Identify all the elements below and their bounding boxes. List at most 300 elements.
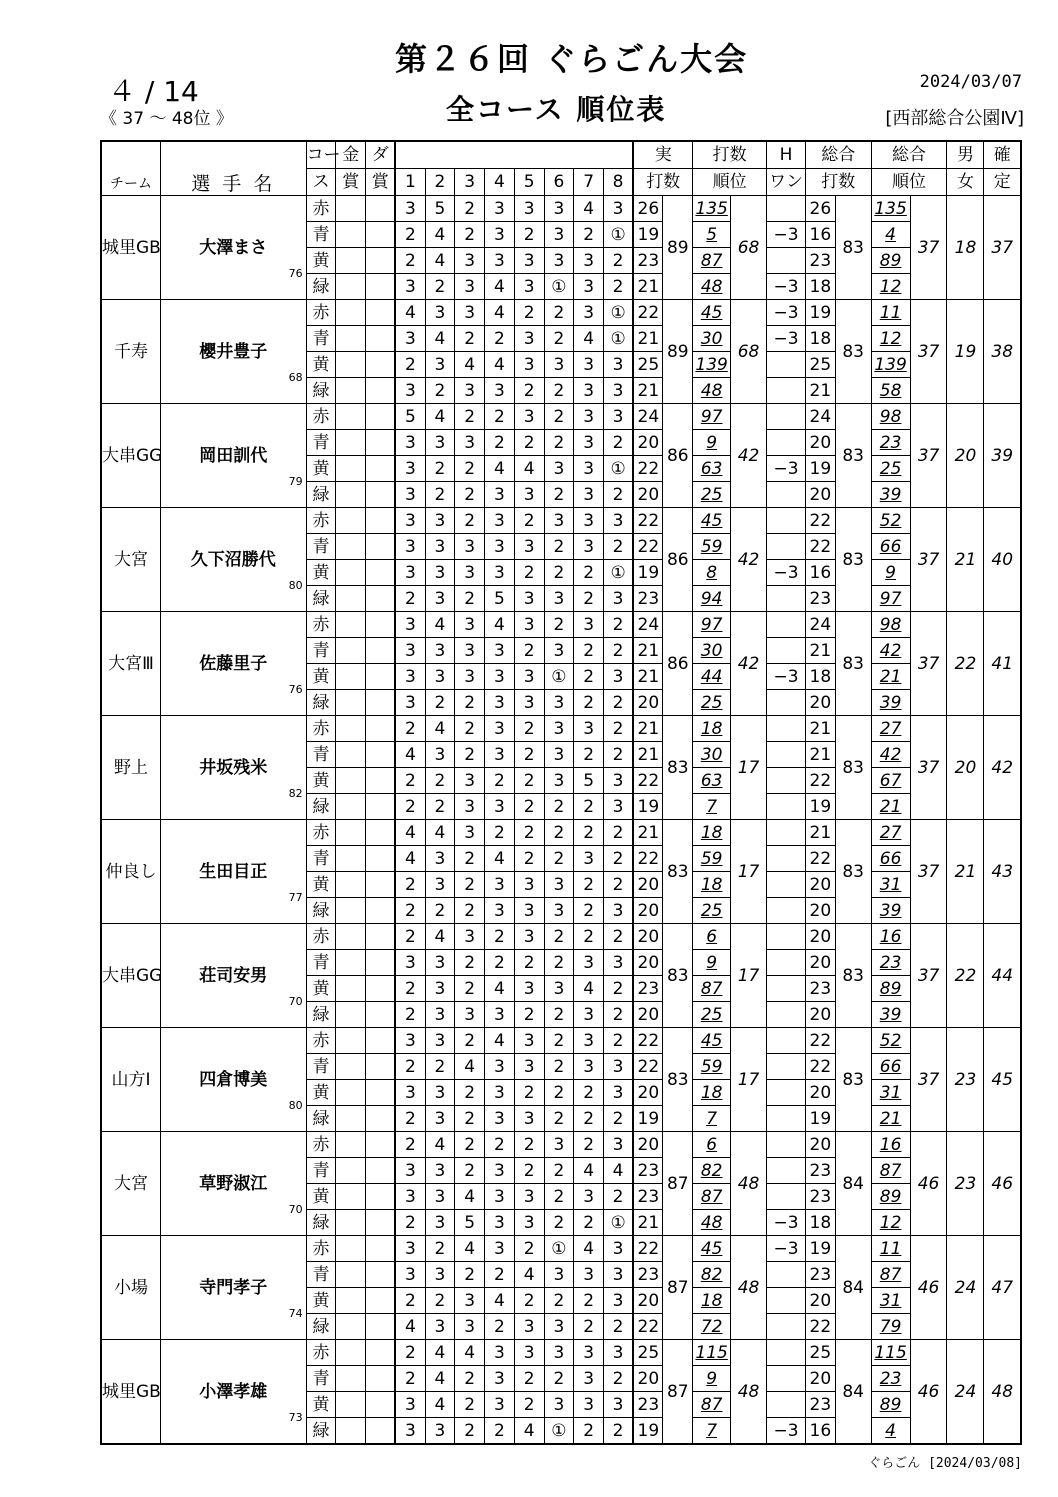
hole-score: 3 <box>425 1210 455 1236</box>
hole-score: 3 <box>425 976 455 1002</box>
hole-score: 3 <box>395 1418 425 1445</box>
course-total: 23 <box>805 248 835 274</box>
course-subtotal: 22 <box>633 456 663 482</box>
hole-score: 2 <box>485 326 515 352</box>
grand-total: 83 <box>835 1028 871 1132</box>
team-name: 小場 <box>101 1236 160 1340</box>
course-subtotal: 22 <box>633 534 663 560</box>
col-total-bot: 打数 <box>805 169 871 196</box>
hole-score: 3 <box>574 1366 604 1392</box>
hole-score: ① <box>603 300 633 326</box>
hole-score: 3 <box>485 1210 515 1236</box>
hole-score: 3 <box>514 1028 544 1054</box>
gender-rank: 21 <box>947 508 984 612</box>
hole-score: 2 <box>544 1184 574 1210</box>
actual-total: 87 <box>663 1132 693 1236</box>
hole-in-one <box>767 352 806 378</box>
hole-score: 3 <box>574 1340 604 1366</box>
stroke-rank-total: 68 <box>731 196 767 300</box>
overall-rank: 46 <box>910 1236 947 1340</box>
hole-score: 3 <box>544 248 574 274</box>
da-cell <box>366 950 396 976</box>
course-cell: 緑 <box>306 690 336 716</box>
course-subtotal: 21 <box>633 716 663 742</box>
team-name: 仲良し <box>101 820 160 924</box>
da-cell <box>366 1080 396 1106</box>
hole-score: 2 <box>455 326 485 352</box>
col-hole-8: 8 <box>603 169 633 196</box>
hole-score: 3 <box>425 1418 455 1445</box>
hole-score: 4 <box>485 976 515 1002</box>
hole-score: 3 <box>574 1054 604 1080</box>
hole-score: 2 <box>603 1366 633 1392</box>
hole-score: 3 <box>574 1028 604 1054</box>
hole-score: 2 <box>485 1262 515 1288</box>
course-cell: 黄 <box>306 1288 336 1314</box>
hole-score: 3 <box>485 534 515 560</box>
hole-score: 2 <box>544 846 574 872</box>
overall-rank: 37 <box>910 612 947 716</box>
hole-score: 3 <box>574 274 604 300</box>
hole-score: 2 <box>395 352 425 378</box>
hole-score: 2 <box>603 274 633 300</box>
hole-score: 3 <box>603 1054 633 1080</box>
total-rank: 89 <box>871 1392 910 1418</box>
hole-score: 2 <box>574 820 604 846</box>
hole-score: 4 <box>425 1340 455 1366</box>
hole-score: 2 <box>603 924 633 950</box>
hole-in-one: −3 <box>767 1236 806 1262</box>
hole-score: 3 <box>395 378 425 404</box>
stroke-rank: 97 <box>693 404 731 430</box>
hole-in-one <box>767 1288 806 1314</box>
hole-score: 2 <box>395 1054 425 1080</box>
stroke-rank: 18 <box>693 1288 731 1314</box>
hole-score: 3 <box>395 638 425 664</box>
course-subtotal: 22 <box>633 1236 663 1262</box>
gold-cell <box>336 924 366 950</box>
table-row <box>101 924 1021 950</box>
stroke-rank: 25 <box>693 898 731 924</box>
hole-score: 3 <box>514 196 544 222</box>
hole-in-one <box>767 716 806 742</box>
hole-score: 2 <box>603 1028 633 1054</box>
stroke-rank: 18 <box>693 716 731 742</box>
final-rank: 48 <box>984 1340 1021 1445</box>
course-cell: 赤 <box>306 612 336 638</box>
hole-score: 2 <box>544 950 574 976</box>
col-hole-3: 3 <box>455 169 485 196</box>
total-rank: 66 <box>871 846 910 872</box>
hole-score: 2 <box>455 196 485 222</box>
hole-in-one <box>767 248 806 274</box>
final-rank: 42 <box>984 716 1021 820</box>
stroke-rank: 59 <box>693 1054 731 1080</box>
hole-score: ① <box>544 274 574 300</box>
gold-cell <box>336 1418 366 1445</box>
gold-cell <box>336 820 366 846</box>
hole-score: 3 <box>514 1340 544 1366</box>
hole-score: 3 <box>455 248 485 274</box>
course-subtotal: 21 <box>633 378 663 404</box>
gender-rank: 20 <box>947 404 984 508</box>
stroke-rank: 18 <box>693 1080 731 1106</box>
stroke-rank: 135 <box>693 196 731 222</box>
course-total: 19 <box>805 300 835 326</box>
total-rank: 52 <box>871 1028 910 1054</box>
hole-score: 4 <box>425 248 455 274</box>
course-cell: 赤 <box>306 404 336 430</box>
da-cell <box>366 716 396 742</box>
hole-score: 3 <box>574 1262 604 1288</box>
hole-score: 2 <box>544 326 574 352</box>
final-rank: 46 <box>984 1132 1021 1236</box>
hole-score: 2 <box>574 638 604 664</box>
hole-score: 4 <box>425 612 455 638</box>
hole-score: 2 <box>544 1106 574 1132</box>
col-h-top: H <box>767 141 806 169</box>
player-name <box>160 508 306 612</box>
table-header <box>101 141 1021 196</box>
da-cell <box>366 196 396 222</box>
hole-in-one <box>767 872 806 898</box>
course-total: 23 <box>805 1158 835 1184</box>
hole-score: 3 <box>485 1340 515 1366</box>
da-cell <box>366 612 396 638</box>
total-rank: 139 <box>871 352 910 378</box>
gold-cell <box>336 404 366 430</box>
hole-score: 2 <box>544 1288 574 1314</box>
grand-total: 84 <box>835 1132 871 1236</box>
course-subtotal: 22 <box>633 846 663 872</box>
course-subtotal: 22 <box>633 1028 663 1054</box>
da-cell <box>366 1366 396 1392</box>
hole-score: 2 <box>514 1392 544 1418</box>
col-holes-top <box>395 141 633 169</box>
hole-score: 3 <box>395 456 425 482</box>
course-total: 22 <box>805 1028 835 1054</box>
stroke-rank: 5 <box>693 222 731 248</box>
actual-total: 87 <box>663 1340 693 1445</box>
hole-score: 2 <box>544 430 574 456</box>
hole-score: 3 <box>425 638 455 664</box>
table-row <box>101 508 1021 534</box>
da-cell <box>366 1418 396 1445</box>
gold-cell <box>336 1314 366 1340</box>
hole-score: 2 <box>544 820 574 846</box>
gold-cell <box>336 1132 366 1158</box>
course-total: 20 <box>805 1002 835 1028</box>
hole-score: 3 <box>485 196 515 222</box>
da-cell <box>366 1106 396 1132</box>
overall-rank: 37 <box>910 300 947 404</box>
total-rank: 11 <box>871 300 910 326</box>
hole-score: 3 <box>603 586 633 612</box>
hole-score: 3 <box>574 456 604 482</box>
hole-score: 2 <box>425 1054 455 1080</box>
team-name: 大串GG <box>101 924 160 1028</box>
col-player: 選 手 名 <box>160 141 306 196</box>
hole-score: 2 <box>395 976 425 1002</box>
stroke-rank-total: 17 <box>731 924 767 1028</box>
hole-score: ① <box>544 1418 574 1445</box>
hole-score: 2 <box>544 1210 574 1236</box>
player-age: 70 <box>288 995 303 1008</box>
hole-score: 2 <box>544 1366 574 1392</box>
total-rank: 89 <box>871 976 910 1002</box>
course-cell: 青 <box>306 1158 336 1184</box>
da-cell <box>366 1236 396 1262</box>
course-cell: 青 <box>306 1262 336 1288</box>
da-cell <box>366 1002 396 1028</box>
stroke-rank: 6 <box>693 1132 731 1158</box>
hole-in-one <box>767 950 806 976</box>
team-name: 山方Ⅰ <box>101 1028 160 1132</box>
hole-score: 2 <box>425 768 455 794</box>
course-cell: 緑 <box>306 898 336 924</box>
hole-score: 4 <box>425 716 455 742</box>
hole-score: 2 <box>514 794 544 820</box>
stroke-rank: 9 <box>693 430 731 456</box>
stroke-rank: 7 <box>693 1106 731 1132</box>
hole-score: 3 <box>544 742 574 768</box>
gold-cell <box>336 508 366 534</box>
hole-score: 2 <box>455 222 485 248</box>
stroke-rank-total: 48 <box>731 1340 767 1445</box>
col-hole-5: 5 <box>514 169 544 196</box>
hole-score: 2 <box>574 1314 604 1340</box>
player-name <box>160 1236 306 1340</box>
hole-score: 2 <box>425 456 455 482</box>
hole-score: 2 <box>425 794 455 820</box>
hole-in-one <box>767 924 806 950</box>
hole-score: 3 <box>485 378 515 404</box>
gold-cell <box>336 1340 366 1366</box>
hole-score: 4 <box>603 1158 633 1184</box>
hole-score: 3 <box>425 1002 455 1028</box>
player-age: 76 <box>288 683 303 696</box>
hole-score: 3 <box>485 872 515 898</box>
hole-score: 3 <box>485 222 515 248</box>
gold-cell <box>336 586 366 612</box>
hole-score: ① <box>603 1210 633 1236</box>
hole-score: 2 <box>395 222 425 248</box>
hole-score: 3 <box>485 508 515 534</box>
gold-cell <box>336 378 366 404</box>
hole-score: 2 <box>425 1288 455 1314</box>
total-rank: 16 <box>871 1132 910 1158</box>
hole-score: 2 <box>603 1314 633 1340</box>
total-rank: 87 <box>871 1158 910 1184</box>
hole-score: 3 <box>455 274 485 300</box>
hole-score: 4 <box>425 1366 455 1392</box>
da-cell <box>366 1392 396 1418</box>
course-total: 26 <box>805 196 835 222</box>
total-rank: 58 <box>871 378 910 404</box>
hole-score: 4 <box>514 1262 544 1288</box>
hole-score: 3 <box>544 638 574 664</box>
da-cell <box>366 794 396 820</box>
course-total: 20 <box>805 898 835 924</box>
hole-score: 3 <box>544 196 574 222</box>
course-subtotal: 20 <box>633 430 663 456</box>
course-subtotal: 21 <box>633 326 663 352</box>
da-cell <box>366 664 396 690</box>
hole-score: 2 <box>514 846 544 872</box>
hole-in-one <box>767 898 806 924</box>
hole-score: 3 <box>603 1236 633 1262</box>
hole-score: 3 <box>603 352 633 378</box>
course-cell: 赤 <box>306 300 336 326</box>
da-cell <box>366 1054 396 1080</box>
col-gold-bot: 賞 <box>336 169 366 196</box>
overall-rank: 37 <box>910 508 947 612</box>
hole-score: 3 <box>514 404 544 430</box>
hole-score: 4 <box>425 1132 455 1158</box>
gender-rank: 21 <box>947 820 984 924</box>
hole-score: 2 <box>574 586 604 612</box>
course-cell: 青 <box>306 430 336 456</box>
hole-score: 2 <box>485 1418 515 1445</box>
hole-score: 2 <box>485 1132 515 1158</box>
stroke-rank-total: 17 <box>731 820 767 924</box>
da-cell <box>366 404 396 430</box>
gold-cell <box>336 976 366 1002</box>
total-rank: 4 <box>871 1418 910 1445</box>
hole-in-one <box>767 1184 806 1210</box>
course-subtotal: 21 <box>633 638 663 664</box>
total-rank: 66 <box>871 534 910 560</box>
da-cell <box>366 1028 396 1054</box>
stroke-rank: 30 <box>693 638 731 664</box>
course-cell: 黄 <box>306 1080 336 1106</box>
page-number: ４ / 14 <box>108 75 199 108</box>
gender-rank: 22 <box>947 924 984 1028</box>
course-total: 20 <box>805 872 835 898</box>
hole-score: 4 <box>485 274 515 300</box>
stroke-rank: 87 <box>693 976 731 1002</box>
hole-score: 3 <box>425 1158 455 1184</box>
stroke-rank: 45 <box>693 300 731 326</box>
hole-score: 3 <box>425 742 455 768</box>
hole-score: 3 <box>425 664 455 690</box>
course-total: 20 <box>805 482 835 508</box>
hole-score: 3 <box>603 1340 633 1366</box>
course-total: 19 <box>805 456 835 482</box>
gold-cell <box>336 1210 366 1236</box>
course-cell: 青 <box>306 326 336 352</box>
gold-cell <box>336 196 366 222</box>
total-rank: 25 <box>871 456 910 482</box>
hole-in-one <box>767 976 806 1002</box>
course-total: 18 <box>805 1210 835 1236</box>
hole-score: 4 <box>485 300 515 326</box>
final-rank: 37 <box>984 196 1021 300</box>
course-subtotal: 23 <box>633 586 663 612</box>
gold-cell <box>336 1002 366 1028</box>
col-hole-7: 7 <box>574 169 604 196</box>
hole-score: 3 <box>485 1054 515 1080</box>
hole-score: 3 <box>603 404 633 430</box>
hole-score: 2 <box>544 1080 574 1106</box>
da-cell <box>366 222 396 248</box>
hole-score: 4 <box>395 846 425 872</box>
hole-score: 3 <box>455 534 485 560</box>
hole-score: 3 <box>574 404 604 430</box>
hole-score: 2 <box>455 456 485 482</box>
player-name-text: 小澤孝雄 <box>199 1381 268 1402</box>
hole-score: 3 <box>514 612 544 638</box>
hole-score: 2 <box>574 898 604 924</box>
hole-score: 2 <box>603 690 633 716</box>
course-subtotal: 26 <box>633 196 663 222</box>
hole-score: 5 <box>574 768 604 794</box>
team-name: 大宮Ⅲ <box>101 612 160 716</box>
hole-score: 3 <box>514 976 544 1002</box>
course-subtotal: 22 <box>633 300 663 326</box>
player-name-text: 寺門孝子 <box>199 1277 268 1298</box>
hole-score: 2 <box>603 742 633 768</box>
hole-score: 3 <box>574 1392 604 1418</box>
hole-score: 3 <box>485 1184 515 1210</box>
stroke-rank-total: 17 <box>731 1028 767 1132</box>
hole-score: 4 <box>574 1158 604 1184</box>
col-totalrank-bot: 順位 <box>871 169 947 196</box>
course-total: 23 <box>805 1184 835 1210</box>
course-subtotal: 21 <box>633 820 663 846</box>
overall-rank: 37 <box>910 716 947 820</box>
hole-in-one: −3 <box>767 1210 806 1236</box>
col-gender-bot: 女 <box>947 169 984 196</box>
course-total: 25 <box>805 1340 835 1366</box>
hole-score: 3 <box>485 482 515 508</box>
hole-score: 3 <box>544 898 574 924</box>
hole-in-one: −3 <box>767 222 806 248</box>
hole-score: 2 <box>574 560 604 586</box>
hole-score: 2 <box>574 1288 604 1314</box>
col-hole-4: 4 <box>485 169 515 196</box>
gold-cell <box>336 612 366 638</box>
course-subtotal: 23 <box>633 1158 663 1184</box>
hole-score: 2 <box>514 1288 544 1314</box>
overall-rank: 37 <box>910 924 947 1028</box>
hole-score: 2 <box>544 794 574 820</box>
stroke-rank: 115 <box>693 1340 731 1366</box>
da-cell <box>366 248 396 274</box>
hole-score: 2 <box>485 430 515 456</box>
stroke-rank: 7 <box>693 1418 731 1445</box>
hole-score: 3 <box>603 1392 633 1418</box>
grand-total: 83 <box>835 300 871 404</box>
grand-total: 83 <box>835 508 871 612</box>
gender-rank: 22 <box>947 612 984 716</box>
hole-score: 3 <box>425 950 455 976</box>
hole-score: 2 <box>603 820 633 846</box>
hole-in-one <box>767 430 806 456</box>
hole-score: 2 <box>544 378 574 404</box>
hole-score: 4 <box>485 1288 515 1314</box>
hole-score: 3 <box>485 1236 515 1262</box>
hole-score: 3 <box>485 1158 515 1184</box>
hole-score: 2 <box>395 248 425 274</box>
hole-score: 4 <box>455 1184 485 1210</box>
col-actual-top: 実 <box>633 141 692 169</box>
gold-cell <box>336 1158 366 1184</box>
hole-score: 4 <box>425 222 455 248</box>
hole-score: 2 <box>455 1028 485 1054</box>
hole-score: 3 <box>455 1288 485 1314</box>
hole-score: 3 <box>485 742 515 768</box>
